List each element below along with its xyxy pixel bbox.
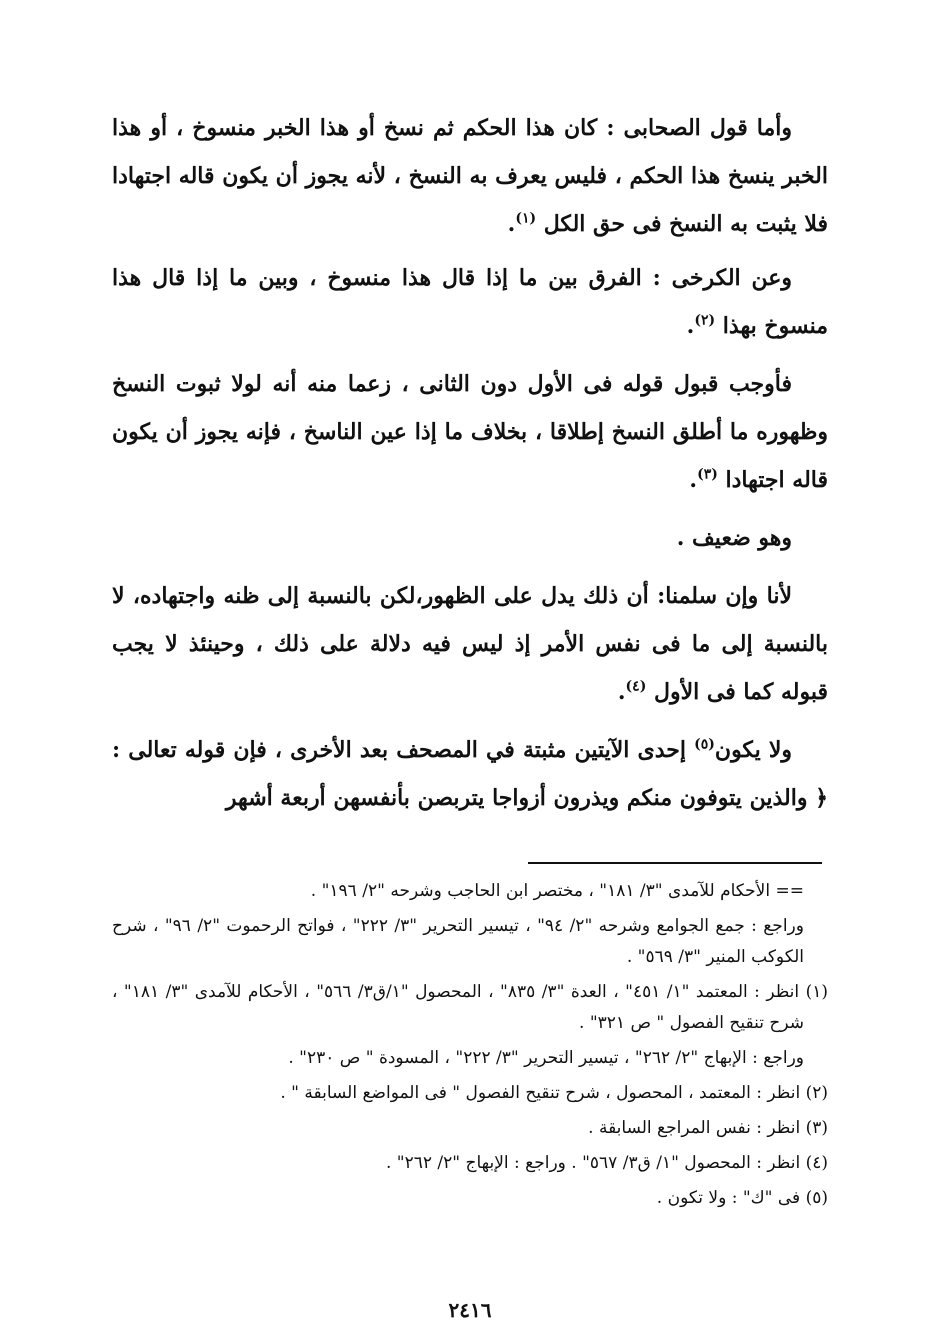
paragraph-5-text: لأنا وإن سلمنا: أن ذلك يدل على الظهور،لكن بالنسبة إلى ظنه واجتهاده، لا بالنسبة إلى ما فى نفس الأمر إذ ليس فيه دلالة على ذلك ، وحينئذ لا يجب قبوله كما فى الأول xyxy=(112,583,828,705)
paragraph-4 xyxy=(112,514,828,562)
paragraph-6 xyxy=(112,726,828,822)
footnote-carryover: == الأحكام للآمدى "٣/ ١٨١" ، مختصر ابن الحاجب وشرحه "٢/ ١٩٦" . xyxy=(310,881,804,901)
page-number: ٢٤١٦ xyxy=(448,1298,492,1322)
footnote-divider xyxy=(528,862,822,864)
footnote-ref-5: (٥) xyxy=(694,736,715,753)
paragraph-2 xyxy=(112,254,828,350)
paragraph-6-before: ولا يكون xyxy=(714,737,792,763)
footnote-3: (٣) انظر : نفس المراجع السابقة . xyxy=(588,1118,828,1138)
paragraph-2-end: . xyxy=(686,313,695,339)
footnote-5: (٥) فى "ك" : ولا تكون . xyxy=(656,1188,828,1208)
footnote-1-refs: وراجع : الإبهاج "٢/ ٢٦٢" ، تيسير التحرير "٣/ ٢٢٢" ، المسودة " ص ٢٣٠" . xyxy=(288,1048,804,1068)
footnote-ref-4: (٤) xyxy=(625,678,647,695)
paragraph-6-after: إحدى الآيتين مثبتة في المصحف بعد الأخرى ، فإن قوله تعالى : ﴿ والذين يتوفون منكم ويذرون أزواجا يتربصن بأنفسهن أربعة أشهر xyxy=(112,737,828,811)
paragraph-1 xyxy=(112,104,828,248)
footnote-ref-2: (٢) xyxy=(694,312,716,329)
paragraph-3 xyxy=(112,360,828,504)
footnote-2: (٢) انظر : المعتمد ، المحصول ، شرح تنقيح الفصول " فى المواضع السابقة " . xyxy=(280,1083,828,1103)
footnote-4: (٤) انظر : المحصول "١/ ق٣/ ٥٦٧" . وراجع : الإبهاج "٢/ ٢٦٢" . xyxy=(385,1153,828,1173)
paragraph-5-end: . xyxy=(617,679,626,705)
footnotes xyxy=(112,876,828,1218)
main-text xyxy=(112,104,828,828)
paragraph-5 xyxy=(112,572,828,716)
paragraph-1-text: وأما قول الصحابى : كان هذا الحكم ثم نسخ أو هذا الخبر منسوخ ، أو هذا الخبر ينسخ هذا الحكم ، فليس يعرف به النسخ ، لأنه يجوز أن يكون قاله اجتهادا فلا يثبت به النسخ فى حق الكل xyxy=(112,115,828,237)
paragraph-3-text: فأوجب قبول قوله فى الأول دون الثانى ، زعما منه أنه لولا ثبوت النسخ وظهوره ما أطلق النسخ إطلاقا ، بخلاف ما إذا عين الناسخ ، فإنه يجوز أن يكون قاله اجتهادا xyxy=(112,371,829,493)
footnote-ref-3: (٣) xyxy=(697,466,718,483)
paragraph-3-end: . xyxy=(689,467,698,493)
footnote-ref-1: (١) xyxy=(515,210,537,227)
footnote-carryover-refs: وراجع : جمع الجوامع وشرحه "٢/ ٩٤" ، تيسير التحرير "٣/ ٢٢٢" ، فواتح الرحموت "٢/ ٩٦" ، شرح الكوكب المنير "٣/ ٥٦٩" . xyxy=(112,916,804,967)
paragraph-4-text: وهو ضعيف . xyxy=(676,525,792,551)
footnote-1: (١) انظر : المعتمد "١/ ٤٥١" ، العدة "٣/ ٨٣٥" ، المحصول "١/ق٣/ ٥٦٦" ، الأحكام للآمدى "٣/ ١٨١" ، شرح تنقيح الفصول " ص ٣٢١" . xyxy=(112,982,828,1033)
paragraph-2-text: وعن الكرخى : الفرق بين ما إذا قال هذا منسوخ ، وبين ما إذا قال هذا منسوخ بهذا xyxy=(112,265,828,339)
paragraph-1-end: . xyxy=(507,211,516,237)
